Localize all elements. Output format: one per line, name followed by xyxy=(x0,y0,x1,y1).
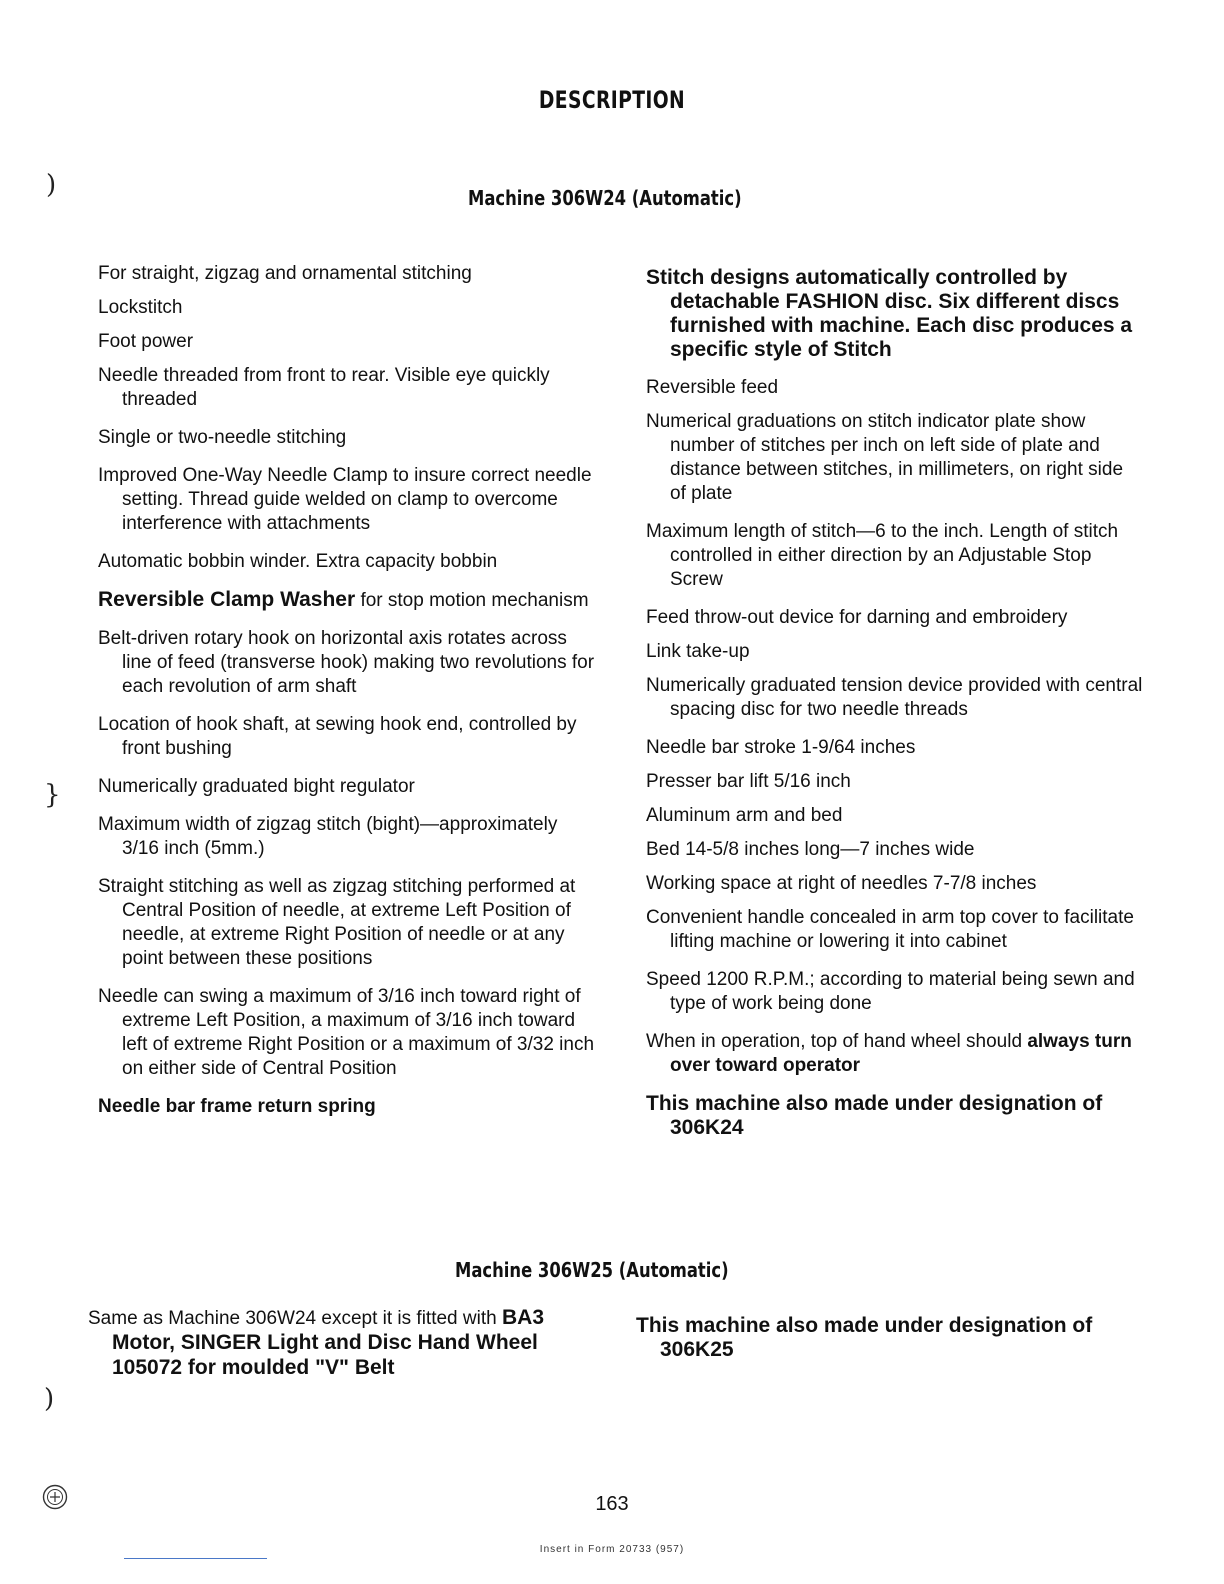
list-item: Aluminum arm and bed xyxy=(646,805,843,826)
margin-mark: ) xyxy=(46,170,57,200)
margin-mark: } xyxy=(44,780,61,810)
list-item: Reversible feed xyxy=(646,377,779,398)
list-item: Numerical graduations on stitch indicator plate show number of stitches per inch on left side of plate and distance between stitches, in millimeters, on right side of plate xyxy=(646,411,1124,504)
list-item-designation-306k24: This machine also made under designation of 306K24 xyxy=(646,1092,1103,1139)
margin-mark: ) xyxy=(44,1384,55,1414)
w25-plain: Same as Machine 306W24 except it is fitted with xyxy=(88,1308,502,1329)
left-column-306w24 xyxy=(98,262,598,1133)
list-item: Link take-up xyxy=(646,641,750,662)
list-item: Single or two-needle stitching xyxy=(98,427,347,448)
list-item: Needle can swing a maximum of 3/16 inch toward right of extreme Left Position, a maximum of 3/16 inch toward left of extreme Right Position or a maximum of 3/32 inch on either side of Central Position xyxy=(98,986,595,1079)
list-item: Speed 1200 R.P.M.; according to material being sewn and type of work being done xyxy=(646,969,1135,1014)
reversible-clamp-bold: Reversible Clamp Washer xyxy=(98,588,356,611)
operation-bold: always turn over toward operator xyxy=(670,1031,1132,1076)
list-item: Location of hook shaft, at sewing hook end, controlled by front bushing xyxy=(98,714,577,759)
w25-bold: BA3 Motor, SINGER Light and Disc Hand Wheel 105072 for moulded "V" Belt xyxy=(112,1306,544,1379)
list-item: Maximum length of stitch—6 to the inch. Length of stitch controlled in either direction by an Adjustable Stop Screw xyxy=(646,521,1119,590)
list-item: Maximum width of zigzag stitch (bight)—approximately 3/16 inch (5mm.) xyxy=(98,814,558,859)
footer-note: Insert in Form 20733 (957) xyxy=(539,1544,685,1555)
list-item-fashion-disc: Stitch designs automatically controlled by detachable FASHION disc. Six different discs furnished with machine. Each disc produces a specific style of Stitch xyxy=(646,266,1133,361)
page-title: DESCRIPTION xyxy=(538,86,686,114)
list-item: Working space at right of needles 7-7/8 inches xyxy=(646,873,1037,894)
list-item: Straight stitching as well as zigzag stitching performed at Central Position of needle, at extreme Left Position of needle, at extreme Right Position of needle or at any point between these positions xyxy=(98,876,576,969)
list-item: Improved One-Way Needle Clamp to insure correct needle setting. Thread guide welded on clamp to overcome interference with attachments xyxy=(98,465,592,534)
left-column-306w25 xyxy=(88,1306,594,1395)
operation-plain: When in operation, top of hand wheel should xyxy=(646,1031,1028,1052)
list-item: Numerically graduated tension device provided with central spacing disc for two needle threads xyxy=(646,675,1143,720)
list-item: Needle threaded from front to rear. Visible eye quickly threaded xyxy=(98,365,550,410)
machine-306w25-heading: Machine 306W25 (Automatic) xyxy=(455,1258,729,1282)
right-column-306w25 xyxy=(636,1314,1144,1376)
right-column-306w24 xyxy=(646,266,1144,1154)
list-item: For straight, zigzag and ornamental stitching xyxy=(98,263,472,284)
list-item: Foot power xyxy=(98,331,194,352)
list-item-designation-306k25: This machine also made under designation of 306K25 xyxy=(636,1314,1093,1361)
list-item-operation xyxy=(646,1030,1144,1078)
list-item: Convenient handle concealed in arm top cover to facilitate lifting machine or lowering it into cabinet xyxy=(646,907,1134,952)
list-item: Automatic bobbin winder. Extra capacity bobbin xyxy=(98,551,498,572)
reversible-clamp-rest: for stop motion mechanism xyxy=(355,590,589,611)
list-item: Numerically graduated bight regulator xyxy=(98,776,415,797)
footer-divider xyxy=(124,1558,267,1559)
list-item: Presser bar lift 5/16 inch xyxy=(646,771,851,792)
list-item-306w25 xyxy=(88,1306,594,1381)
machine-306w24-heading: Machine 306W24 (Automatic) xyxy=(468,186,742,210)
list-item: Lockstitch xyxy=(98,297,183,318)
list-item: Bed 14-5/8 inches long—7 inches wide xyxy=(646,839,975,860)
page-number: 163 xyxy=(595,1493,629,1515)
list-item: Needle bar stroke 1-9/64 inches xyxy=(646,737,916,758)
list-item-reversible-clamp xyxy=(98,588,598,613)
list-item: Belt-driven rotary hook on horizontal axis rotates across line of feed (transverse hook) making two revolutions for each revolution of arm shaft xyxy=(98,628,595,697)
list-item: Feed throw-out device for darning and embroidery xyxy=(646,607,1068,628)
list-item-return-spring: Needle bar frame return spring xyxy=(98,1096,376,1117)
